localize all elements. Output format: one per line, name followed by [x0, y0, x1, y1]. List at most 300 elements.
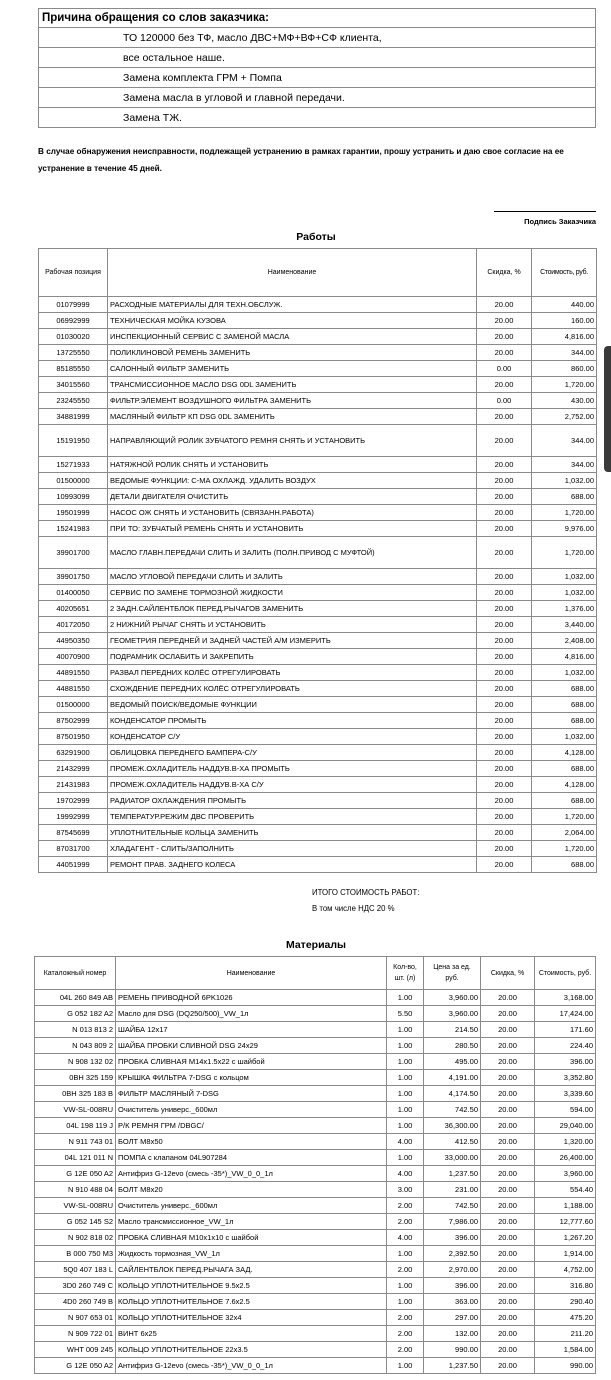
- material-discount: 20.00: [481, 1342, 535, 1358]
- material-name: Масло для DSG (DQ250/500)_VW_1л: [116, 1006, 387, 1022]
- work-discount: 20.00: [477, 793, 532, 809]
- work-name: ТЕМПЕРАТУР.РЕЖИМ ДВС ПРОВЕРИТЬ: [108, 809, 477, 825]
- work-discount: 20.00: [477, 377, 532, 393]
- materials-row: [35, 1134, 596, 1150]
- works-row: [39, 585, 597, 601]
- material-cost: 3,352.80: [535, 1070, 596, 1086]
- material-name: ВИНТ 6x25: [116, 1326, 387, 1342]
- materials-header-qty: Кол-во, шт. (л): [387, 957, 424, 990]
- work-cost: 688.00: [532, 697, 597, 713]
- works-row: [39, 745, 597, 761]
- material-name: БОЛТ M8x50: [116, 1134, 387, 1150]
- works-header-name: Наименование: [108, 249, 477, 297]
- material-price: 742.50: [424, 1198, 481, 1214]
- works-title: Работы: [296, 231, 336, 243]
- work-discount: 20.00: [477, 825, 532, 841]
- material-qty: 4.00: [387, 1134, 424, 1150]
- work-position: 40205651: [39, 601, 108, 617]
- work-position: 06992999: [39, 313, 108, 329]
- work-cost: 4,128.00: [532, 745, 597, 761]
- works-row: [39, 393, 597, 409]
- material-cost: 396.00: [535, 1054, 596, 1070]
- material-cost: 3,168.00: [535, 990, 596, 1006]
- materials-row: [35, 1294, 596, 1310]
- material-catalog-number: 4D0 260 749 B: [35, 1294, 116, 1310]
- work-position: 63291900: [39, 745, 108, 761]
- material-name: КОЛЬЦО УПЛОТНИТЕЛЬНОЕ 7.6x2.5: [116, 1294, 387, 1310]
- material-cost: 29,040.00: [535, 1118, 596, 1134]
- material-qty: 1.00: [387, 1278, 424, 1294]
- work-cost: 2,408.00: [532, 633, 597, 649]
- work-discount: 20.00: [477, 409, 532, 425]
- material-qty: 4.00: [387, 1230, 424, 1246]
- materials-header-price: Цена за ед. руб.: [424, 957, 481, 990]
- material-price: 2,970.00: [424, 1262, 481, 1278]
- work-name: ПОЛИКЛИНОВОЙ РЕМЕНЬ ЗАМЕНИТЬ: [108, 345, 477, 361]
- materials-row: [35, 1150, 596, 1166]
- work-cost: 344.00: [532, 425, 597, 457]
- work-discount: 20.00: [477, 473, 532, 489]
- work-name: ИНСПЕКЦИОННЫЙ СЕРВИС С ЗАМЕНОЙ МАСЛА: [108, 329, 477, 345]
- material-catalog-number: N 909 722 01: [35, 1326, 116, 1342]
- work-cost: 688.00: [532, 857, 597, 873]
- work-position: 19702999: [39, 793, 108, 809]
- material-qty: 1.00: [387, 1118, 424, 1134]
- material-qty: 1.00: [387, 1150, 424, 1166]
- material-price: 2,392.50: [424, 1246, 481, 1262]
- material-qty: 1.00: [387, 1086, 424, 1102]
- work-cost: 430.00: [532, 393, 597, 409]
- material-name: САЙЛЕНТБЛОК ПЕРЕД.РЫЧАГА ЗАД.: [116, 1262, 387, 1278]
- work-cost: 688.00: [532, 793, 597, 809]
- material-qty: 1.00: [387, 1294, 424, 1310]
- work-position: 13725550: [39, 345, 108, 361]
- works-row: [39, 681, 597, 697]
- works-row: [39, 505, 597, 521]
- materials-row: [35, 1310, 596, 1326]
- work-cost: 3,440.00: [532, 617, 597, 633]
- work-discount: 20.00: [477, 713, 532, 729]
- work-cost: 2,064.00: [532, 825, 597, 841]
- works-row: [39, 329, 597, 345]
- work-discount: 20.00: [477, 457, 532, 473]
- materials-row: [35, 1022, 596, 1038]
- material-qty: 1.00: [387, 1054, 424, 1070]
- materials-row: [35, 1214, 596, 1230]
- work-name: МАСЛЯНЫЙ ФИЛЬТР КП DSG 0DL ЗАМЕНИТЬ: [108, 409, 477, 425]
- materials-title: Материалы: [285, 939, 347, 951]
- material-price: 412.50: [424, 1134, 481, 1150]
- material-price: 4,174.50: [424, 1086, 481, 1102]
- material-price: 280.50: [424, 1038, 481, 1054]
- material-discount: 20.00: [481, 1038, 535, 1054]
- material-price: 3,960.00: [424, 990, 481, 1006]
- work-discount: 20.00: [477, 297, 532, 313]
- material-price: 132.00: [424, 1326, 481, 1342]
- material-discount: 20.00: [481, 1262, 535, 1278]
- work-name: ВЕДОМЫЙ ПОИСК/ВЕДОМЫЕ ФУНКЦИИ: [108, 697, 477, 713]
- material-cost: 224.40: [535, 1038, 596, 1054]
- materials-row: [35, 990, 596, 1006]
- work-discount: 20.00: [477, 809, 532, 825]
- materials-row: [35, 1182, 596, 1198]
- work-discount: 20.00: [477, 761, 532, 777]
- material-cost: 290.40: [535, 1294, 596, 1310]
- materials-table: [34, 956, 596, 1374]
- material-catalog-number: N 902 818 02: [35, 1230, 116, 1246]
- material-cost: 990.00: [535, 1358, 596, 1374]
- work-discount: 20.00: [477, 329, 532, 345]
- work-name: 2 НИЖНИЙ РЫЧАГ СНЯТЬ И УСТАНОВИТЬ: [108, 617, 477, 633]
- material-name: ФИЛЬТР МАСЛЯНЫЙ 7-DSG: [116, 1086, 387, 1102]
- work-name: ПРИ ТО: ЗУБЧАТЫЙ РЕМЕНЬ СНЯТЬ И УСТАНОВИТЬ: [108, 521, 477, 537]
- material-catalog-number: 5Q0 407 183 L: [35, 1262, 116, 1278]
- work-discount: 20.00: [477, 697, 532, 713]
- work-name: ПОДРАМНИК ОСЛАБИТЬ И ЗАКРЕПИТЬ: [108, 649, 477, 665]
- complaint-item: Замена комплекта ГРМ + Помпа: [39, 68, 596, 88]
- material-discount: 20.00: [481, 1054, 535, 1070]
- material-cost: 475.20: [535, 1310, 596, 1326]
- work-discount: 20.00: [477, 537, 532, 569]
- material-price: 33,000.00: [424, 1150, 481, 1166]
- material-qty: 2.00: [387, 1214, 424, 1230]
- material-qty: 1.00: [387, 1022, 424, 1038]
- material-name: Антифриз G-12evo (смесь -35*)_VW_0_0_1л: [116, 1166, 387, 1182]
- works-row: [39, 409, 597, 425]
- work-name: РЕМОНТ ПРАВ. ЗАДНЕГО КОЛЕСА: [108, 857, 477, 873]
- material-discount: 20.00: [481, 1070, 535, 1086]
- work-name: ОБЛИЦОВКА ПЕРЕДНЕГО БАМПЕРА-С/У: [108, 745, 477, 761]
- works-header-discount: Скидка, %: [477, 249, 532, 297]
- material-qty: 3.00: [387, 1182, 424, 1198]
- work-cost: 1,376.00: [532, 601, 597, 617]
- material-cost: 1,584.00: [535, 1342, 596, 1358]
- work-position: 19501999: [39, 505, 108, 521]
- material-discount: 20.00: [481, 1278, 535, 1294]
- works-row: [39, 809, 597, 825]
- material-catalog-number: N 908 132 02: [35, 1054, 116, 1070]
- work-cost: 1,720.00: [532, 377, 597, 393]
- work-cost: 1,720.00: [532, 809, 597, 825]
- material-qty: 1.00: [387, 990, 424, 1006]
- work-cost: 9,976.00: [532, 521, 597, 537]
- material-price: 4,191.00: [424, 1070, 481, 1086]
- work-name: 2 ЗАДН.САЙЛЕНТБЛОК ПЕРЕД.РЫЧАГОВ ЗАМЕНИТЬ: [108, 601, 477, 617]
- work-name: ТЕХНИЧЕСКАЯ МОЙКА КУЗОВА: [108, 313, 477, 329]
- material-name: КОЛЬЦО УПЛОТНИТЕЛЬНОЕ 32x4: [116, 1310, 387, 1326]
- works-row: [39, 345, 597, 361]
- work-discount: 20.00: [477, 313, 532, 329]
- works-row: [39, 473, 597, 489]
- work-position: 01400050: [39, 585, 108, 601]
- work-discount: 20.00: [477, 617, 532, 633]
- materials-row: [35, 1326, 596, 1342]
- material-name: ШАЙБА 12x17: [116, 1022, 387, 1038]
- materials-row: [35, 1006, 596, 1022]
- work-position: 44881550: [39, 681, 108, 697]
- material-price: 363.00: [424, 1294, 481, 1310]
- work-discount: 20.00: [477, 857, 532, 873]
- work-position: 21431983: [39, 777, 108, 793]
- materials-row: [35, 1198, 596, 1214]
- work-name: СХОЖДЕНИЕ ПЕРЕДНИХ КОЛЁС ОТРЕГУЛИРОВАТЬ: [108, 681, 477, 697]
- works-row: [39, 297, 597, 313]
- warranty-notice: В случае обнаружения неисправности, подлежащей устранению в рамках гарантии, прошу устранить и даю свое согласие на ее устранение в течение 45 дней.: [38, 147, 564, 173]
- materials-header-discount: Скидка, %: [481, 957, 535, 990]
- material-qty: 1.00: [387, 1358, 424, 1374]
- works-row: [39, 569, 597, 585]
- material-name: Масло трансмиссионное_VW_1л: [116, 1214, 387, 1230]
- material-discount: 20.00: [481, 1006, 535, 1022]
- material-qty: 1.00: [387, 1070, 424, 1086]
- signature-line: [494, 211, 596, 212]
- work-discount: 0.00: [477, 393, 532, 409]
- work-cost: 344.00: [532, 345, 597, 361]
- material-catalog-number: N 907 653 01: [35, 1310, 116, 1326]
- work-discount: 20.00: [477, 633, 532, 649]
- complaint-item: Замена масла в угловой и главной передачи.: [39, 88, 596, 108]
- work-name: ГЕОМЕТРИЯ ПЕРЕДНЕЙ И ЗАДНЕЙ ЧАСТЕЙ А/М ИЗМЕРИТЬ: [108, 633, 477, 649]
- work-cost: 344.00: [532, 457, 597, 473]
- works-row: [39, 665, 597, 681]
- work-discount: 20.00: [477, 841, 532, 857]
- work-cost: 1,032.00: [532, 473, 597, 489]
- works-row: [39, 713, 597, 729]
- materials-row: [35, 1038, 596, 1054]
- material-qty: 2.00: [387, 1198, 424, 1214]
- material-price: 231.00: [424, 1182, 481, 1198]
- material-discount: 20.00: [481, 1102, 535, 1118]
- work-name: ПРОМЕЖ.ОХЛАДИТЕЛЬ НАДДУВ.В-ХА ПРОМЫТЬ: [108, 761, 477, 777]
- material-price: 742.50: [424, 1102, 481, 1118]
- materials-row: [35, 1054, 596, 1070]
- material-catalog-number: 0BH 325 183 B: [35, 1086, 116, 1102]
- material-price: 990.00: [424, 1342, 481, 1358]
- material-name: Р/К РЕМНЯ ГРМ /DBGC/: [116, 1118, 387, 1134]
- material-catalog-number: N 910 488 04: [35, 1182, 116, 1198]
- material-cost: 316.80: [535, 1278, 596, 1294]
- work-position: 15241983: [39, 521, 108, 537]
- works-row: [39, 361, 597, 377]
- material-catalog-number: 04L 198 119 J: [35, 1118, 116, 1134]
- works-row: [39, 697, 597, 713]
- material-price: 1,237.50: [424, 1358, 481, 1374]
- works-row: [39, 537, 597, 569]
- works-header-position: Рабочая позиция: [39, 249, 108, 297]
- work-name: МАСЛО ГЛАВН.ПЕРЕДАЧИ СЛИТЬ И ЗАЛИТЬ (ПОЛН.ПРИВОД С МУФТОЙ): [108, 537, 477, 569]
- work-position: 34881999: [39, 409, 108, 425]
- material-cost: 594.00: [535, 1102, 596, 1118]
- work-cost: 688.00: [532, 713, 597, 729]
- material-name: Антифриз G-12evo (смесь -35*)_VW_0_0_1л: [116, 1358, 387, 1374]
- material-cost: 1,914.00: [535, 1246, 596, 1262]
- material-catalog-number: B 000 750 M3: [35, 1246, 116, 1262]
- material-catalog-number: G 052 182 A2: [35, 1006, 116, 1022]
- work-name: МАСЛО УГЛОВОЙ ПЕРЕДАЧИ СЛИТЬ И ЗАЛИТЬ: [108, 569, 477, 585]
- materials-header-name: Наименование: [116, 957, 387, 990]
- material-catalog-number: WHT 009 245: [35, 1342, 116, 1358]
- work-name: РАСХОДНЫЕ МАТЕРИАЛЫ ДЛЯ ТЕХН.ОБСЛУЖ.: [108, 297, 477, 313]
- work-discount: 20.00: [477, 649, 532, 665]
- work-discount: 20.00: [477, 681, 532, 697]
- material-discount: 20.00: [481, 1246, 535, 1262]
- works-row: [39, 777, 597, 793]
- material-catalog-number: VW-SL-008RU: [35, 1198, 116, 1214]
- material-discount: 20.00: [481, 1310, 535, 1326]
- work-discount: 20.00: [477, 505, 532, 521]
- work-cost: 1,032.00: [532, 729, 597, 745]
- works-row: [39, 377, 597, 393]
- material-name: Очиститель универс._600мл: [116, 1102, 387, 1118]
- material-cost: 26,400.00: [535, 1150, 596, 1166]
- work-position: 39901700: [39, 537, 108, 569]
- material-discount: 20.00: [481, 1134, 535, 1150]
- material-price: 214.50: [424, 1022, 481, 1038]
- material-qty: 1.00: [387, 1102, 424, 1118]
- work-name: ПРОМЕЖ.ОХЛАДИТЕЛЬ НАДДУВ.В-ХА С/У: [108, 777, 477, 793]
- work-position: 87501950: [39, 729, 108, 745]
- work-name: КОНДЕНСАТОР С/У: [108, 729, 477, 745]
- work-position: 44950350: [39, 633, 108, 649]
- material-name: БОЛТ M8x20: [116, 1182, 387, 1198]
- material-price: 396.00: [424, 1278, 481, 1294]
- work-name: ВЕДОМЫЕ ФУНКЦИИ: С-МА ОХЛАЖД. УДАЛИТЬ ВОЗДУХ: [108, 473, 477, 489]
- work-position: 19992999: [39, 809, 108, 825]
- works-row: [39, 489, 597, 505]
- works-row: [39, 729, 597, 745]
- work-name: РАДИАТОР ОХЛАЖДЕНИЯ ПРОМЫТЬ: [108, 793, 477, 809]
- material-price: 1,237.50: [424, 1166, 481, 1182]
- material-qty: 1.00: [387, 1246, 424, 1262]
- material-price: 3,960.00: [424, 1006, 481, 1022]
- work-discount: 0.00: [477, 361, 532, 377]
- work-cost: 1,032.00: [532, 665, 597, 681]
- material-catalog-number: VW-SL-008RU: [35, 1102, 116, 1118]
- scrollbar-thumb[interactable]: [604, 346, 611, 472]
- material-qty: 2.00: [387, 1326, 424, 1342]
- material-catalog-number: 04L 260 849 AB: [35, 990, 116, 1006]
- work-position: 21432999: [39, 761, 108, 777]
- works-row: [39, 825, 597, 841]
- work-position: 85185550: [39, 361, 108, 377]
- work-position: 34015560: [39, 377, 108, 393]
- material-catalog-number: G 052 145 S2: [35, 1214, 116, 1230]
- works-row: [39, 793, 597, 809]
- material-price: 297.00: [424, 1310, 481, 1326]
- material-catalog-number: G 12E 050 A2: [35, 1358, 116, 1374]
- material-cost: 4,752.00: [535, 1262, 596, 1278]
- work-position: 01030020: [39, 329, 108, 345]
- work-name: ДЕТАЛИ ДВИГАТЕЛЯ ОЧИСТИТЬ: [108, 489, 477, 505]
- work-cost: 4,128.00: [532, 777, 597, 793]
- works-vat-label: В том числе НДС 20 %: [312, 904, 395, 913]
- material-cost: 3,960.00: [535, 1166, 596, 1182]
- work-discount: 20.00: [477, 425, 532, 457]
- work-name: КОНДЕНСАТОР ПРОМЫТЬ: [108, 713, 477, 729]
- works-row: [39, 633, 597, 649]
- work-position: 01500000: [39, 697, 108, 713]
- material-name: КРЫШКА ФИЛЬТРА 7-DSG с кольцом: [116, 1070, 387, 1086]
- material-price: 495.00: [424, 1054, 481, 1070]
- material-qty: 5.50: [387, 1006, 424, 1022]
- work-position: 01500000: [39, 473, 108, 489]
- work-cost: 1,720.00: [532, 841, 597, 857]
- work-name: ФИЛЬТР.ЭЛЕМЕНТ ВОЗДУШНОГО ФИЛЬТРА ЗАМЕНИТЬ: [108, 393, 477, 409]
- work-cost: 160.00: [532, 313, 597, 329]
- work-position: 40070900: [39, 649, 108, 665]
- work-cost: 688.00: [532, 761, 597, 777]
- material-name: Жидкость тормозная_VW_1л: [116, 1246, 387, 1262]
- work-cost: 860.00: [532, 361, 597, 377]
- work-name: УПЛОТНИТЕЛЬНЫЕ КОЛЬЦА ЗАМЕНИТЬ: [108, 825, 477, 841]
- work-position: 87502999: [39, 713, 108, 729]
- material-name: ПОМПА с клапаном 04L907284: [116, 1150, 387, 1166]
- works-row: [39, 617, 597, 633]
- material-catalog-number: 04L 121 011 N: [35, 1150, 116, 1166]
- material-cost: 1,188.00: [535, 1198, 596, 1214]
- material-name: ШАЙБА ПРОБКИ СЛИВНОЙ DSG 24x29: [116, 1038, 387, 1054]
- works-row: [39, 425, 597, 457]
- materials-row: [35, 1278, 596, 1294]
- work-discount: 20.00: [477, 729, 532, 745]
- material-cost: 171.60: [535, 1022, 596, 1038]
- material-discount: 20.00: [481, 1182, 535, 1198]
- work-cost: 2,752.00: [532, 409, 597, 425]
- materials-row: [35, 1358, 596, 1374]
- work-position: 44891550: [39, 665, 108, 681]
- work-cost: 1,032.00: [532, 585, 597, 601]
- work-cost: 440.00: [532, 297, 597, 313]
- material-qty: 2.00: [387, 1310, 424, 1326]
- work-position: 01079999: [39, 297, 108, 313]
- material-cost: 211.20: [535, 1326, 596, 1342]
- materials-row: [35, 1230, 596, 1246]
- works-row: [39, 313, 597, 329]
- works-header-cost: Стоимость, руб.: [532, 249, 597, 297]
- materials-row: [35, 1118, 596, 1134]
- material-name: ПРОБКА СЛИВНАЯ M14x1.5x22 с шайбой: [116, 1054, 387, 1070]
- work-position: 15271933: [39, 457, 108, 473]
- work-cost: 688.00: [532, 681, 597, 697]
- materials-row: [35, 1102, 596, 1118]
- work-position: 44051999: [39, 857, 108, 873]
- complaint-item: Замена ТЖ.: [39, 108, 596, 128]
- material-discount: 20.00: [481, 1214, 535, 1230]
- work-discount: 20.00: [477, 745, 532, 761]
- work-discount: 20.00: [477, 489, 532, 505]
- materials-row: [35, 1166, 596, 1182]
- signature-label: Подпись Заказчика: [524, 217, 596, 226]
- material-qty: 2.00: [387, 1342, 424, 1358]
- complaint-item: ТО 120000 без ТФ, масло ДВС+МФ+ВФ+СФ клиента,: [39, 28, 596, 48]
- material-catalog-number: N 043 809 2: [35, 1038, 116, 1054]
- material-name: КОЛЬЦО УПЛОТНИТЕЛЬНОЕ 9.5x2.5: [116, 1278, 387, 1294]
- materials-row: [35, 1246, 596, 1262]
- work-position: 39901750: [39, 569, 108, 585]
- material-catalog-number: 0BH 325 159: [35, 1070, 116, 1086]
- work-cost: 688.00: [532, 489, 597, 505]
- material-name: Очиститель универс._600мл: [116, 1198, 387, 1214]
- materials-row: [35, 1070, 596, 1086]
- material-discount: 20.00: [481, 1022, 535, 1038]
- material-discount: 20.00: [481, 1166, 535, 1182]
- materials-row: [35, 1262, 596, 1278]
- work-name: РАЗВАЛ ПЕРЕДНИХ КОЛЁС ОТРЕГУЛИРОВАТЬ: [108, 665, 477, 681]
- material-catalog-number: N 013 813 2: [35, 1022, 116, 1038]
- material-name: КОЛЬЦО УПЛОТНИТЕЛЬНОЕ 22x3.5: [116, 1342, 387, 1358]
- work-position: 87031700: [39, 841, 108, 857]
- works-row: [39, 841, 597, 857]
